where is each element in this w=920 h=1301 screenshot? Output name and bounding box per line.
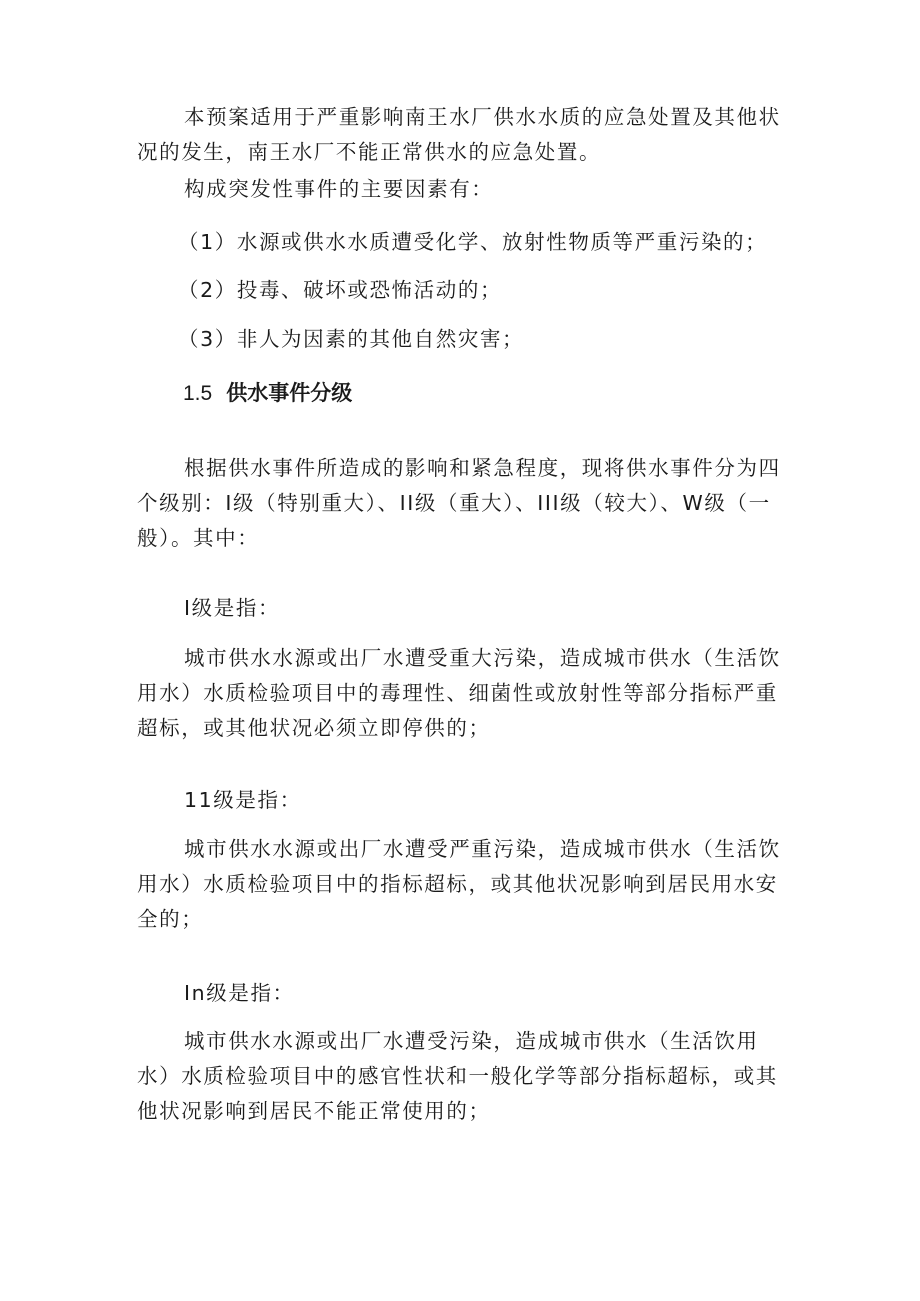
section-number: 1.5 [183,382,213,405]
grading-paragraph: 根据供水事件所造成的影响和紧急程度，现将供水事件分为四个级别：Ⅰ级（特别重大）、II级（重大）、III级（较大）、W级（一般）。其中： [137,456,781,550]
intro-paragraph: 本预案适用于严重影响南王水厂供水水质的应急处置及其他状况的发生，南王水厂不能正常供水的应急处置。 [137,105,781,164]
level-label-1: Ⅰ级是指： [184,596,281,620]
section-title: 供水事件分级 [226,381,353,405]
section-heading [183,376,352,411]
level-desc-1: 城市供水水源或出厂水遭受重大污染，造成城市供水（生活饮用水）水质检验项目中的毒理性、细菌性或放射性等部分指标严重超标，或其他状况必须立即停供的； [137,646,781,740]
level-desc-3: 城市供水水源或出厂水遭受污染，造成城市供水（生活饮用水）水质检验项目中的感官性状和一般化学等部分指标超标，或其他状况影响到居民不能正常使用的； [137,1029,778,1123]
factors-intro: 构成突发性事件的主要因素有： [184,177,494,201]
level-desc-2: 城市供水水源或出厂水遭受严重污染，造成城市供水（生活饮用水）水质检验项目中的指标超标，或其他状况影响到居民用水安全的； [137,837,781,931]
level-label-2: 11级是指： [184,788,302,812]
factor-item-2: （2）投毒、破坏或恐怖活动的； [178,278,503,302]
factor-item-3: （3）非人为因素的其他自然灾害； [178,327,525,351]
level-label-3: In级是指： [184,981,295,1005]
factor-item-1: （1）水源或供水水质遭受化学、放射性物质等严重污染的； [178,230,768,254]
